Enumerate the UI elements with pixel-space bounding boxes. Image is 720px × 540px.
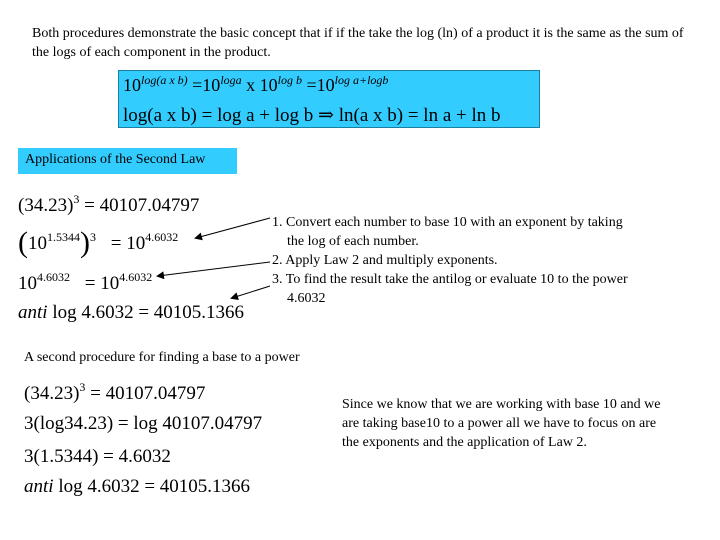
equation-power-2: $(34.23)^3 = 40107.04797$ — [24, 380, 206, 404]
step-line: the log of each number. — [287, 234, 419, 249]
equation-multiply-exponents: $10^{4.6032} = 10^{4.6032}$ — [18, 270, 153, 294]
formula-term: x 10 — [246, 75, 278, 95]
formula-exponent: loga — [220, 73, 242, 87]
intro-paragraph: Both procedures demonstrate the basic concept that if if the take the log (ln) of a product it is the same as the sum of the logs of each component in the product. — [32, 26, 684, 60]
step-line: 1. Convert each number to base 10 with an exponent by taking — [272, 215, 623, 230]
equation-antilog: anti log 4.6032 = 40105.1366 — [18, 302, 245, 323]
equation-power: $(34.23)^3 = 40107.04797$ — [18, 192, 200, 216]
equation-exponent-product: 3(1.5344) = 4.6032 — [24, 446, 171, 467]
explanation-note: Since we know that we are working with base 10 and we are taking base10 to a power all we have to focus on are the exponents and the application of Law 2. — [342, 397, 661, 450]
formula-base: 10 — [123, 75, 141, 95]
section-banner-label: Applications of the Second Law — [25, 152, 206, 167]
step-line: 4.6032 — [287, 291, 326, 306]
formula-line-log: log(a x b) = log a + log b ⇒ ln(a x b) = ln a + ln b — [123, 105, 501, 126]
formula-exponent: log b — [277, 73, 302, 87]
arrow-to-step3 — [232, 286, 270, 298]
formula-exponent: log a+logb — [334, 73, 389, 87]
equation-base10-conversion: $(10^{1.5344})^3 = 10^{4.6032}$ — [18, 226, 179, 259]
arrow-to-step1 — [196, 218, 270, 238]
second-procedure-heading: A second procedure for finding a base to a power — [24, 350, 300, 365]
step-line: 3. To find the result take the antilog or evaluate 10 to the power — [272, 272, 628, 287]
equation-antilog-2: anti log 4.6032 = 40105.1366 — [24, 476, 251, 497]
arrow-to-step2 — [158, 262, 270, 276]
equation-log-multiply: 3(log34.23) = log 40107.04797 — [24, 413, 263, 434]
formula-term: =10 — [192, 75, 221, 95]
formula-term: =10 — [306, 75, 335, 95]
formula-exponent: log(a x b) — [141, 73, 188, 87]
step-line: 2. Apply Law 2 and multiply exponents. — [272, 253, 498, 268]
